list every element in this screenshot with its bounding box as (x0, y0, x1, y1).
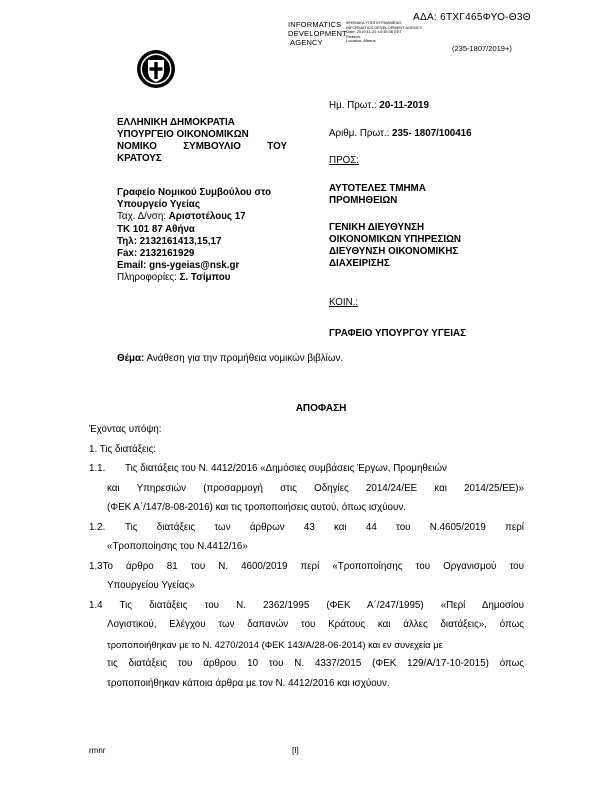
intro-line: Έχοντας υπόψη: (89, 424, 162, 435)
sender-ministry: ΥΠΟΥΡΓΕΙΟ ΟΙΚΟΝΟΜΙΚΩΝ (117, 129, 249, 140)
sender-council-word-1: ΝΟΜΙΚΟ (117, 141, 157, 152)
p14-line-1: 1.4 Τις διατάξεις του Ν. 2362/1995 (ΦΕΚ Α΄/247/1995) «Περί Δημοσίου (89, 599, 524, 611)
p12-line-1: Τις διατάξεις των άρθρων 43 και 44 του Ν.4605/2019 περί (125, 521, 524, 533)
p11-line-3: (ΦΕΚ Α΄/147/8-08-2016) και τις τροποποιήσεις αυτού, όπως ισχύουν. (107, 502, 406, 513)
office-name-2: Υπουργείο Υγείας (117, 199, 200, 211)
recipient-2-line-1: ΓΕΝΙΚΗ ΔΙΕΥΘΥΝΣΗ (329, 222, 425, 233)
cc-recipient-1: ΓΡΑΦΕΙΟ ΥΠΟΥΡΓΟΥ ΥΓΕΙΑΣ (329, 328, 466, 339)
cc-label: ΚΟΙΝ.: (329, 297, 359, 308)
stamp-detail-3: Date: 2019.11.20 10:45:06 EET (346, 29, 402, 35)
info-row (117, 272, 317, 284)
p14-line-3: τροποποιήθηκαν με το Ν. 4270/2014 (ΦΕΚ 143/Α/28-06-2014) και εν συνεχεία με (107, 638, 443, 650)
fax: Fax: 2132161929 (117, 248, 195, 260)
address-row (117, 211, 317, 223)
office-name-1: Γραφείο Νομικού Συμβούλου στο (117, 187, 272, 198)
sender-republic: ΕΛΛΗΝΙΚΗ ΔΗΜΟΚΡΑΤΙΑ (117, 117, 235, 128)
footer-page: [I] (292, 746, 299, 755)
ada-code: ΑΔΑ: 6ΤΧΓ465ΦΥΟ-Θ3Θ (413, 12, 531, 23)
date-value: 20-11-2019 (379, 100, 429, 111)
to-label: ΠΡΟΣ: (329, 155, 360, 166)
stamp-org-line-1: INFORMATICS (288, 20, 342, 29)
p14-line-2: Λογιστικού, Ελέγχου των δαπανών του Κράτους και άλλες διατάξεις», όπως (107, 619, 524, 630)
p13-line-1: 1.3Το άρθρο 81 του Ν. 4600/2019 περί «Τροποποίησης του Οργανισμού του (89, 560, 524, 572)
recipient-2-line-4: ΔΙΑΧΕΙΡΙΣΗΣ (329, 258, 390, 269)
p12-number: 1.2. (89, 521, 106, 533)
email[interactable]: Email: gns-ygeias@nsk.gr (117, 260, 240, 272)
p11-line-1: Τις διατάξεις του Ν. 4412/2016 «Δημόσιες συμβάσεις Έργων, Προμηθειών (125, 463, 447, 474)
postal-code: ΤΚ 101 87 Αθήνα (117, 223, 195, 235)
phone: Τηλ: 2132161413,15,17 (117, 235, 222, 247)
stamp-detail-1: ΨΗΦΙΑΚΑ ΥΠΟΓΕΓΡΑΜΜΕΝΟ (346, 20, 402, 25)
stamp-org-line-3: AGENCY (290, 38, 323, 47)
recipient-1-line-2: ΠΡΟΜΗΘΕΙΩΝ (329, 195, 398, 206)
sender-council (117, 141, 287, 153)
number-value: 235- 1807/100416 (392, 128, 472, 139)
signature-stamp (288, 20, 438, 50)
protocol-number (329, 128, 472, 139)
p11-number: 1.1. (89, 463, 106, 474)
greek-emblem-icon (136, 49, 176, 89)
info-label: Πληροφορίες: (117, 272, 177, 284)
recipient-1-line-1: ΑΥΤΟΤΕΛΕΣ ΤΜΗΜΑ (329, 183, 426, 194)
subject-label: Θέμα: (117, 353, 145, 364)
item-1: 1. Τις διατάξεις: (89, 443, 157, 455)
stamp-detail-4: Reason: (346, 33, 361, 39)
address-label: Ταχ. Δ/νση: (117, 211, 166, 223)
sender-council-word-3: ΤΟΥ (267, 141, 287, 152)
date-label: Ημ. Πρωτ.: (329, 100, 377, 111)
stamp-org-line-2: DEVELOPMENT (288, 29, 347, 38)
subject-line (117, 353, 343, 364)
protocol-date (329, 100, 429, 111)
p13-line-2: Υπουργείου Υγείας» (107, 580, 195, 591)
sender-council-word-2: ΣΥΜΒΟΥΛΙΟ (183, 141, 241, 152)
footer-left: rmnr (89, 746, 106, 755)
decision-title: ΑΠΟΦΑΣΗ (295, 403, 347, 414)
sender-state: ΚΡΑΤΟΥΣ (117, 153, 162, 164)
info-value: Σ. Τσίμπου (179, 272, 231, 284)
stamp-detail-2: INFORMATICS DEVELOPMENT AGENCY (346, 24, 423, 30)
p14-line-4: τις διατάξεις του άρθρου 10 του Ν. 4337/2015 (ΦΕΚ 129/Α/17-10-2015) όπως (107, 658, 524, 669)
stamp-reference: (235-1807/2019+) (452, 44, 512, 53)
stamp-detail-5: Location: Athens (346, 38, 376, 44)
recipient-2-line-2: ΟΙΚΟΝΟΜΙΚΩΝ ΥΠΗΡΕΣΙΩΝ (329, 234, 461, 245)
subject-text: Ανάθεση για την προμήθεια νομικών βιβλίων. (146, 353, 344, 364)
number-label: Αριθμ. Πρωτ.: (329, 128, 390, 139)
p11-line-2: και Υπηρεσιών (προσαρμογή στις Οδηγίες 2014/24/ΕΕ και 2014/25/ΕΕ)» (107, 482, 524, 494)
address-value: Αριστοτέλους 17 (168, 211, 246, 223)
p14-line-5: τροποποιήθηκαν κάποια άρθρα με τον Ν. 4412/2016 και ισχύουν. (107, 677, 390, 689)
p12-line-2: «Τροποποίησης του Ν.4412/16» (107, 541, 248, 552)
recipient-2-line-3: ΔΙΕΥΘΥΝΣΗ ΟΙΚΟΝΟΜΙΚΗΣ (329, 246, 459, 257)
